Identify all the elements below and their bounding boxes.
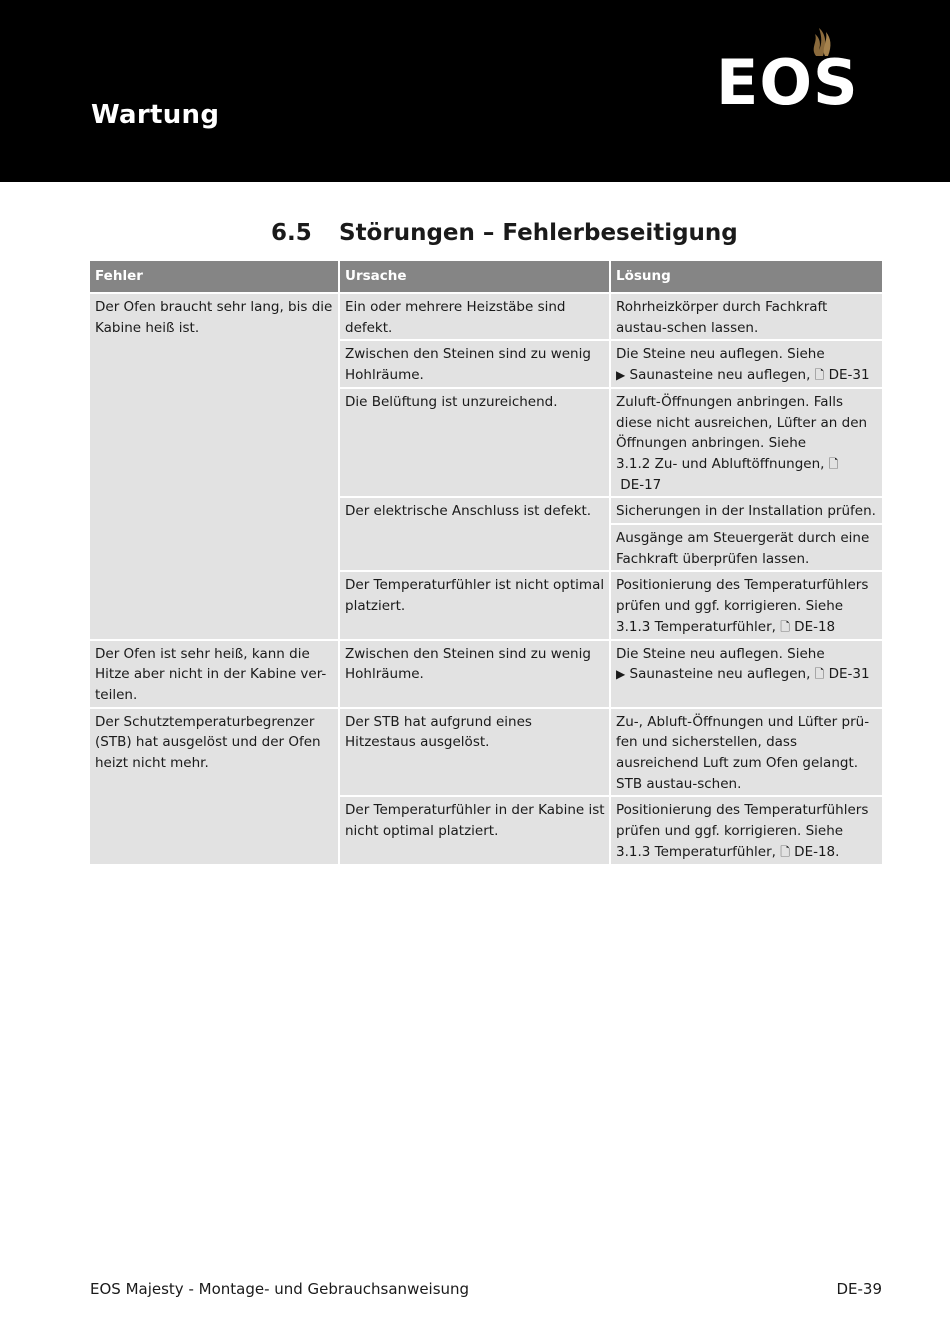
fehler-cell: Der Ofen braucht sehr lang, bis die Kabine heiß ist. <box>90 293 339 640</box>
ursache-cell: Der STB hat aufgrund eines Hitzestaus ausgelöst. <box>339 708 610 797</box>
column-header-fehler: Fehler <box>90 261 339 293</box>
reference-page: DE-31 <box>828 666 870 683</box>
reference-page: DE-18 <box>794 618 836 635</box>
footer-document-title: EOS Majesty - Montage- und Gebrauchsanweisung <box>90 1280 470 1298</box>
page-header <box>0 0 950 182</box>
fehler-cell: Der Ofen ist sehr heiß, kann die Hitze aber nicht in der Kabine ver-teilen. <box>90 640 339 708</box>
loesung-cell: Ausgänge am Steuergerät durch eine Fachkraft überprüfen lassen. <box>610 524 882 571</box>
loesung-cell <box>610 796 882 864</box>
ursache-cell: Der Temperaturfühler in der Kabine ist nicht optimal platziert. <box>339 796 610 864</box>
page-icon: 🗋 <box>828 456 839 471</box>
loesung-text: Die Steine neu auflegen. Siehe <box>616 346 825 363</box>
section-title-text: Störungen – Fehlerbeseitigung <box>339 220 738 246</box>
loesung-cell: Sicherungen in der Installation prüfen. <box>610 497 882 524</box>
logo-text: EOS <box>716 46 859 119</box>
reference-page: DE-18. <box>794 843 840 860</box>
reference-label: 3.1.2 Zu- und Abluftöffnungen, <box>616 455 825 472</box>
cross-reference[interactable] <box>616 664 878 685</box>
footer-page-number: DE-39 <box>836 1280 882 1298</box>
arrow-right-icon: ▶ <box>616 368 626 383</box>
page-icon: 🗋 <box>780 844 790 859</box>
loesung-cell <box>610 388 882 498</box>
reference-label: Saunasteine neu auflegen, <box>629 666 811 683</box>
ursache-cell: Zwischen den Steinen sind zu wenig Hohlräume. <box>339 340 610 387</box>
header-title: Wartung <box>91 100 220 130</box>
cross-reference[interactable] <box>616 454 878 475</box>
ursache-cell: Ein oder mehrere Heizstäbe sind defekt. <box>339 293 610 340</box>
loesung-text: Zuluft-Öffnungen anbringen. Falls diese nicht ausreichen, Lüfter an den Öffnungen anbringen. Siehe <box>616 393 868 452</box>
page-icon: 🗋 <box>814 368 825 383</box>
ursache-cell: Der Temperaturfühler ist nicht optimal platziert. <box>339 571 610 639</box>
table-header-row <box>90 261 882 293</box>
column-header-loesung: Lösung <box>610 261 882 293</box>
column-header-ursache: Ursache <box>339 261 610 293</box>
reference-label: 3.1.3 Temperaturfühler, <box>616 618 776 635</box>
fault-table <box>90 261 882 866</box>
table-row <box>90 293 882 340</box>
loesung-text: Die Steine neu auflegen. Siehe <box>616 645 825 662</box>
loesung-cell <box>610 340 882 387</box>
reference-label: 3.1.3 Temperaturfühler, <box>616 843 776 860</box>
loesung-text: Positionierung des Temperaturfühlers prüfen und ggf. korrigieren. Siehe <box>616 802 869 840</box>
reference-label: Saunasteine neu auflegen, <box>629 367 811 384</box>
table-row <box>90 708 882 797</box>
loesung-cell: Zu-, Abluft-Öffnungen und Lüfter prü-fen und sicherstellen, dass ausreichend Luft zum Ofen gelangt. STB austau-schen. <box>610 708 882 797</box>
reference-page: DE-17 <box>620 476 662 493</box>
fehler-cell: Der Schutztemperaturbegrenzer (STB) hat ausgelöst und der Ofen heizt nicht mehr. <box>90 708 339 865</box>
table-row <box>90 640 882 708</box>
ursache-cell: Die Belüftung ist unzureichend. <box>339 388 610 498</box>
cross-reference[interactable] <box>616 365 878 386</box>
ursache-cell: Der elektrische Anschluss ist defekt. <box>339 497 610 571</box>
page-icon: 🗋 <box>814 667 825 682</box>
arrow-right-icon: ▶ <box>616 667 626 682</box>
cross-reference[interactable] <box>616 617 878 638</box>
section-number: 6.5 <box>271 220 312 246</box>
ursache-cell: Zwischen den Steinen sind zu wenig Hohlräume. <box>339 640 610 708</box>
eos-logo <box>716 22 886 118</box>
loesung-cell <box>610 571 882 639</box>
loesung-cell: Rohrheizkörper durch Fachkraft austau-schen lassen. <box>610 293 882 340</box>
loesung-cell <box>610 640 882 708</box>
reference-page: DE-31 <box>828 367 870 384</box>
page-icon: 🗋 <box>780 619 790 634</box>
cross-reference[interactable] <box>616 842 878 863</box>
loesung-text: Positionierung des Temperaturfühlers prüfen und ggf. korrigieren. Siehe <box>616 577 869 615</box>
section-heading <box>271 220 738 246</box>
